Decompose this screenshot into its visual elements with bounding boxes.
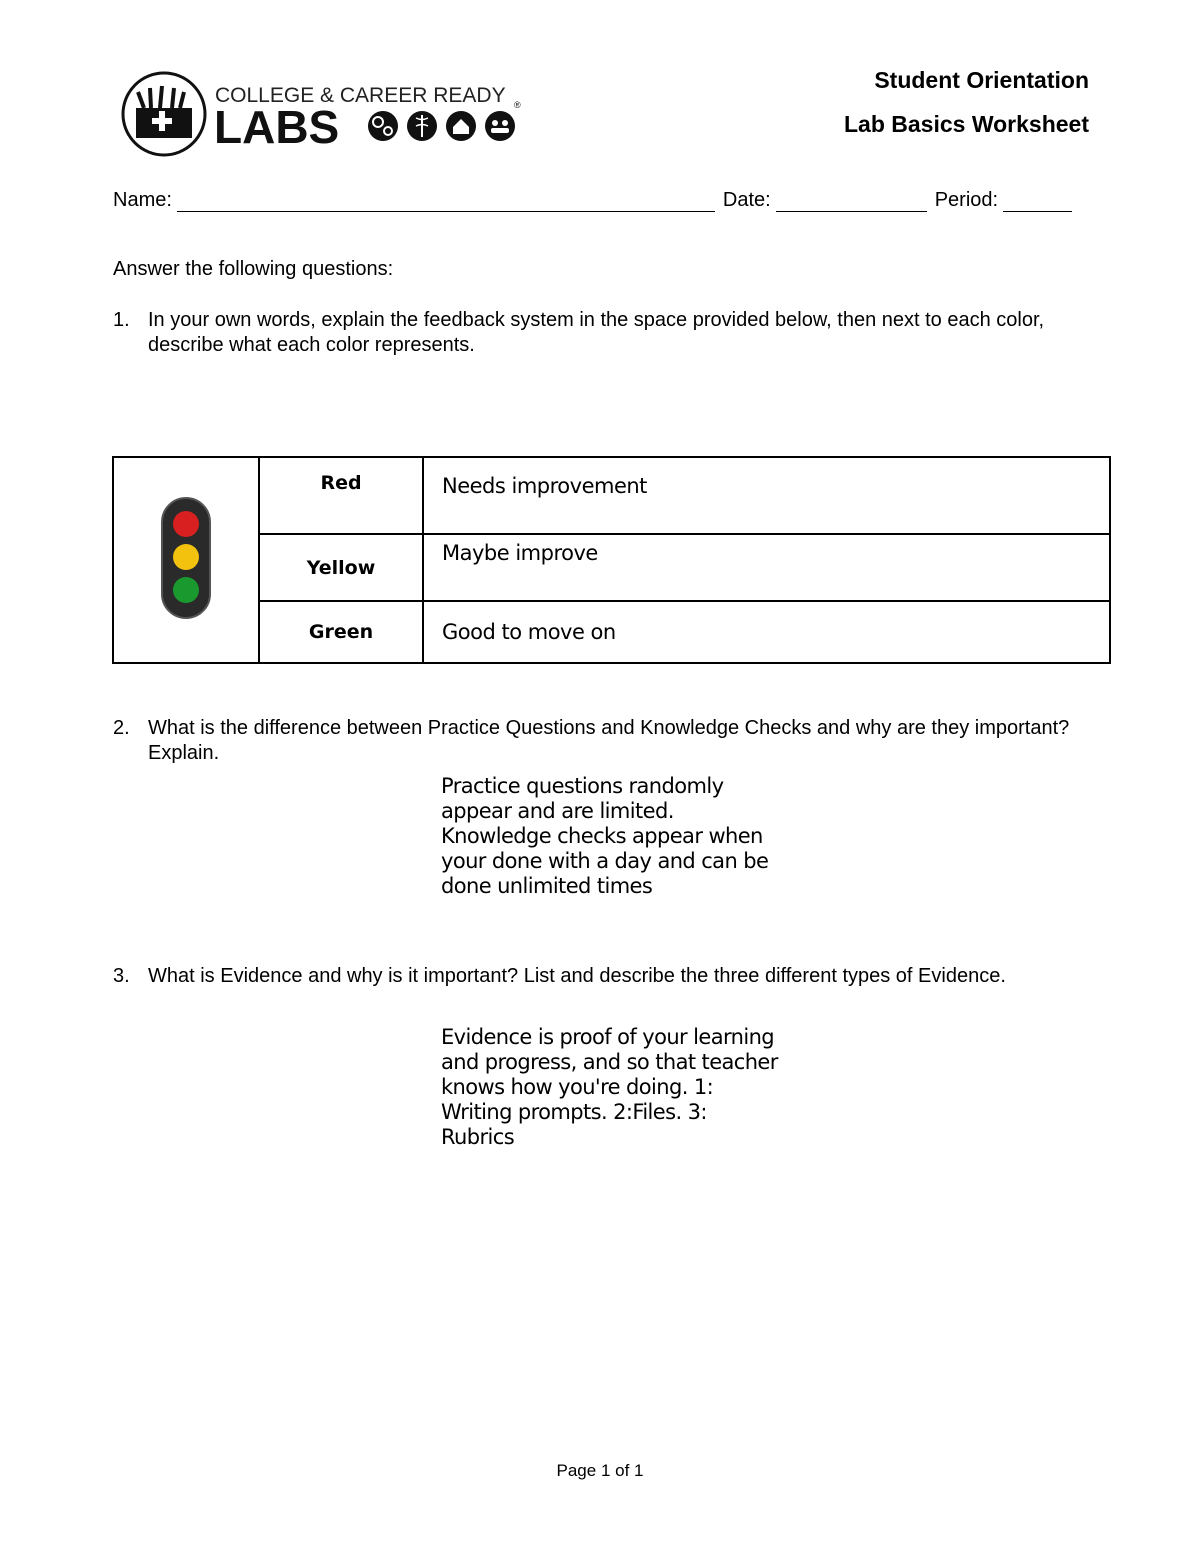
period-field[interactable] (1003, 189, 1072, 212)
question-text: What is Evidence and why is it important? List and describe the three different types of Evidence. (148, 965, 1006, 987)
period-label: Period: (934, 189, 999, 211)
color-description-green[interactable]: Good to move on (423, 601, 1110, 663)
logo (120, 70, 530, 160)
page-number: Page 1 of 1 (556, 1461, 644, 1480)
logo-tagline: COLLEGE & CAREER READY (215, 84, 506, 107)
question-number: 2. (113, 717, 130, 739)
name-field[interactable] (177, 189, 715, 212)
question-text: In your own words, explain the feedback system in the space provided below, then next to each color, describe what each color represents. (148, 309, 1045, 356)
answer-3[interactable]: Evidence is proof of your learning and progress, and so that teacher knows how you're doing. 1: Writing prompts. 2:Files. 3: Rubrics (441, 1025, 778, 1149)
yellow-light (173, 544, 199, 570)
table-row (113, 457, 1110, 534)
answer-2[interactable]: Practice questions randomly appear and are limited. Knowledge checks appear when your done with a day and can be done unlimited times (441, 774, 769, 898)
color-label-green: Green (259, 601, 423, 663)
color-label-red: Red (259, 457, 423, 534)
traffic-light-cell (113, 457, 259, 663)
color-description-yellow[interactable]: Maybe improve (423, 534, 1110, 601)
logo-wordmark: LABS (214, 101, 340, 153)
registered-mark: ® (514, 100, 521, 110)
question-3 (113, 964, 1083, 989)
red-light (173, 511, 199, 537)
instructions: Answer the following questions: (113, 258, 394, 280)
green-light (173, 577, 199, 603)
student-info-row (113, 184, 1097, 212)
house-icon (446, 111, 476, 141)
color-label-yellow: Yellow (259, 534, 423, 601)
question-1 (113, 308, 1083, 358)
table-row (113, 601, 1110, 663)
document-title: Student Orientation (874, 67, 1089, 93)
color-description-red[interactable]: Needs improvement (423, 457, 1110, 534)
caduceus-icon (407, 111, 437, 141)
question-number: 1. (113, 309, 130, 331)
table-row (113, 534, 1110, 601)
question-number: 3. (113, 965, 130, 987)
date-field[interactable] (776, 189, 927, 212)
question-text: What is the difference between Practice Questions and Knowledge Checks and why are they important? Explain. (148, 717, 1070, 764)
people-icon (485, 111, 515, 141)
question-2 (113, 716, 1083, 766)
gears-icon (368, 111, 398, 141)
logo-graphic (120, 70, 530, 160)
feedback-table (112, 456, 1111, 664)
date-label: Date: (722, 189, 771, 211)
document-subtitle: Lab Basics Worksheet (843, 111, 1089, 137)
name-label: Name: (113, 189, 172, 211)
traffic-light-icon (160, 496, 212, 620)
